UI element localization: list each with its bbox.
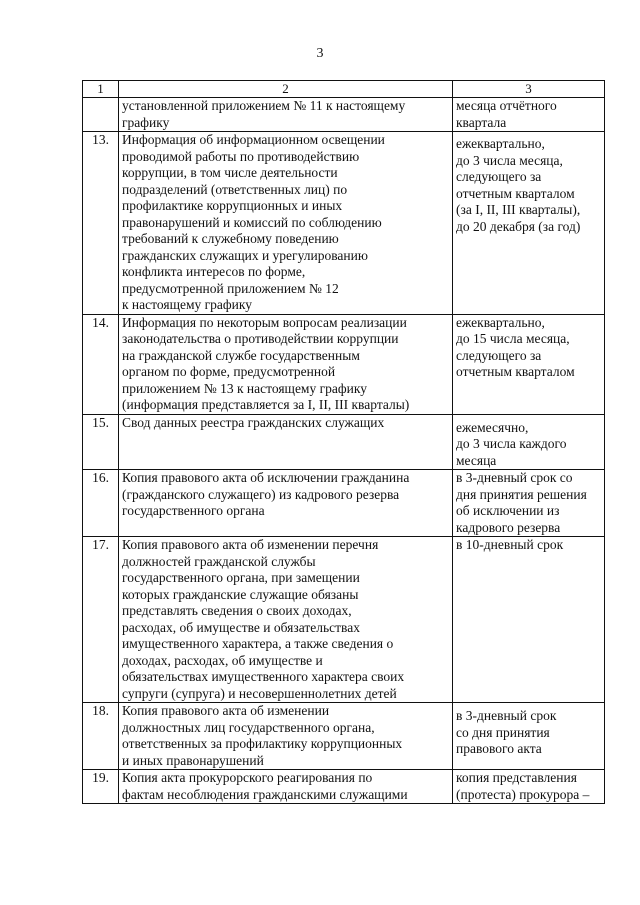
table-row — [83, 537, 605, 703]
row-deadline — [453, 470, 605, 537]
row-number: 14. — [83, 314, 119, 414]
description-line: Копия правового акта об исключении гражданина — [122, 470, 410, 485]
description-line: и иных правонарушений — [122, 752, 264, 768]
table-row — [83, 414, 605, 470]
row-number: 19. — [83, 770, 119, 804]
row-description — [119, 132, 453, 315]
deadline-line: до 15 числа месяца, — [456, 331, 570, 346]
deadline-line: об исключении из — [456, 503, 560, 518]
deadline-line: квартала — [456, 114, 507, 130]
table-row — [83, 703, 605, 770]
row-deadline — [453, 414, 605, 470]
description-line: требований к служебному поведению — [122, 231, 339, 246]
description-line: ответственных за профилактику коррупционных — [122, 736, 403, 751]
description-line: органом по форме, предусмотренной — [122, 364, 336, 379]
deadline-line: правового акта — [456, 741, 542, 756]
description-line: предусмотренной приложением № 12 — [122, 280, 339, 296]
description-line: Информация по некоторым вопросам реализации — [122, 314, 407, 330]
deadline-line: дня принятия решения — [456, 486, 587, 502]
page-number: 3 — [316, 46, 324, 61]
row-number: 17. — [83, 537, 119, 703]
row-number: 16. — [83, 470, 119, 537]
description-line: правонарушений и комиссий по соблюдению — [122, 214, 382, 230]
header-col-1: 1 — [83, 81, 119, 98]
header-col-3: 3 — [453, 81, 605, 98]
row-description — [119, 98, 453, 132]
description-line: подразделений (ответственных лиц) по — [122, 181, 348, 197]
deadline-line: со дня принятия — [456, 724, 550, 740]
row-number: 18. — [83, 703, 119, 770]
description-line: доходах, расходах, об имуществе и — [122, 652, 323, 668]
deadline-line: месяца — [456, 452, 497, 468]
deadline-line: месяца отчётного — [456, 98, 557, 113]
description-line: Копия правового акта об изменении перечня — [122, 537, 379, 552]
description-line: установленной приложением № 11 к настоящему — [122, 98, 406, 113]
deadline-line: (за I, II, III кварталы), — [456, 202, 581, 217]
description-line: профилактике коррупционных и иных — [122, 198, 343, 213]
deadline-line: ежемесячно, — [456, 419, 529, 435]
deadline-line: (протеста) прокурора – — [456, 786, 590, 802]
description-line: представлять сведения о своих доходах, — [122, 603, 352, 618]
description-line: конфликта интересов по форме, — [122, 264, 306, 279]
description-line: государственного органа — [122, 503, 265, 518]
row-description — [119, 314, 453, 414]
table-row — [83, 98, 605, 132]
description-line: обязательствах имущественного характера своих — [122, 669, 405, 684]
deadline-line: до 20 декабря (за год) — [456, 218, 581, 234]
description-line: Копия правового акта об изменении — [122, 703, 330, 718]
deadline-line: в 3-дневный срок со — [456, 470, 573, 485]
table-row — [83, 770, 605, 804]
row-description — [119, 537, 453, 703]
deadline-line: отчетным кварталом — [456, 364, 575, 379]
row-deadline — [453, 132, 605, 315]
row-deadline — [453, 314, 605, 414]
description-line: расходах, об имуществе и обязательствах — [122, 619, 360, 635]
deadline-line: ежеквартально, — [456, 136, 545, 151]
deadline-line: до 3 числа каждого — [456, 436, 567, 451]
row-description — [119, 414, 453, 470]
description-line: должностей гражданской службы — [122, 553, 316, 569]
description-line: на гражданской службе государственным — [122, 347, 360, 363]
description-line: графику — [122, 114, 170, 130]
deadline-line: следующего за — [456, 169, 542, 184]
description-line: коррупции, в том числе деятельности — [122, 165, 338, 180]
description-line: приложением № 13 к настоящему графику — [122, 380, 367, 396]
deadline-line: копия представления — [456, 770, 577, 785]
row-deadline — [453, 98, 605, 132]
table-row — [83, 132, 605, 315]
description-line: супруги (супруга) и несовершеннолетних детей — [122, 685, 397, 701]
description-line: фактам несоблюдения гражданскими служащими — [122, 786, 408, 802]
deadline-line: до 3 числа месяца, — [456, 152, 563, 168]
row-number: 15. — [83, 414, 119, 470]
deadline-line: следующего за — [456, 347, 542, 363]
description-line: Копия акта прокурорского реагирования по — [122, 770, 373, 785]
table-row — [83, 470, 605, 537]
row-description — [119, 703, 453, 770]
row-description — [119, 470, 453, 537]
row-number — [83, 98, 119, 132]
description-line: к настоящему графику — [122, 297, 252, 312]
description-line: (гражданского служащего) из кадрового резерва — [122, 486, 400, 502]
deadline-line: отчетным кварталом — [456, 185, 575, 201]
row-deadline — [453, 703, 605, 770]
deadline-line: ежеквартально, — [456, 314, 545, 330]
description-line: имущественного характера, а также сведения о — [122, 636, 394, 651]
description-line: законодательства о противодействии коррупции — [122, 331, 399, 346]
header-col-2: 2 — [119, 81, 453, 98]
row-number: 13. — [83, 132, 119, 315]
description-line: гражданских служащих и урегулированию — [122, 247, 368, 263]
table-header-row — [83, 81, 605, 98]
deadline-line: в 3-дневный срок — [456, 708, 557, 723]
description-line: проводимой работы по противодействию — [122, 148, 360, 164]
row-deadline — [453, 770, 605, 804]
description-line: которых гражданские служащие обязаны — [122, 586, 359, 602]
deadline-line: в 10-дневный срок — [456, 537, 564, 552]
row-deadline — [453, 537, 605, 703]
table-row — [83, 314, 605, 414]
schedule-table — [82, 80, 605, 804]
deadline-line: кадрового резерва — [456, 519, 561, 535]
description-line: государственного органа, при замещении — [122, 570, 360, 585]
description-line: Информация об информационном освещении — [122, 132, 385, 147]
description-line: должностных лиц государственного органа, — [122, 719, 375, 735]
description-line: Свод данных реестра гражданских служащих — [122, 414, 385, 430]
description-line: (информация представляется за I, II, III кварталы) — [122, 397, 410, 412]
row-description — [119, 770, 453, 804]
